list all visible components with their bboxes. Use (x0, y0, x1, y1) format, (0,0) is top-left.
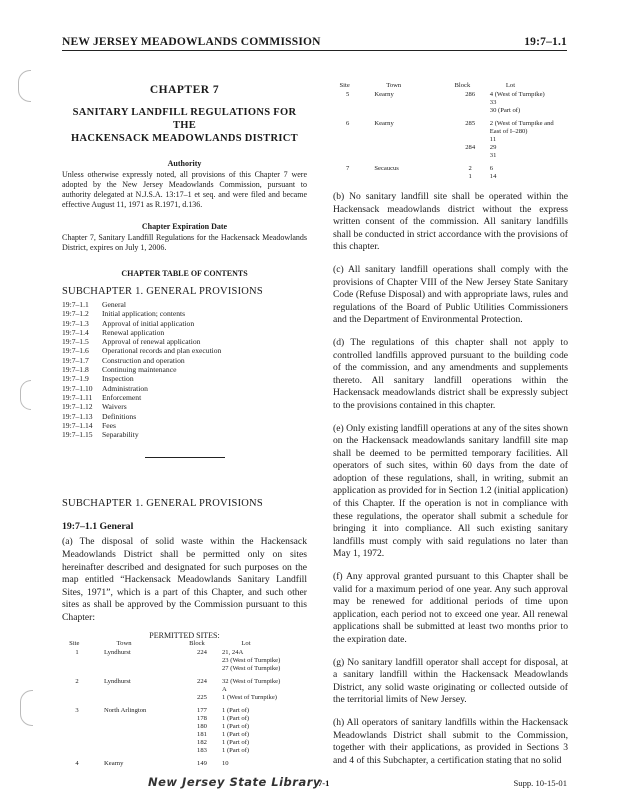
table-cell-block: 1 (468, 173, 472, 180)
toc-item (62, 309, 307, 318)
table-cell-lot: 23 (West of Turnpike) (222, 656, 281, 664)
table-cell-site (62, 723, 92, 731)
table-cell-town (92, 686, 182, 694)
toc-item-title: Continuing maintenance (102, 365, 177, 375)
paragraph-e: (e) Only existing landfill operations at any of the sites shown on the Hackensack meadowlands sanitary landfill site map shall be deemed to be permitted temporary facilities. All operators of such sites, within 60 days from the date of adoption of these regulations, shall, in writing, submit an application as provided for in Section 1.2 (initial application) of this Chapter. If the operation is not in compliance with these regulations, the operator shall submit a schedule for bringing it into compliance. All such existing sanitary landfills must comply with said regulations no later than May 1, 1972. (333, 422, 568, 560)
toc-item-title: Renewal application (102, 327, 165, 337)
table-cell-site (333, 173, 362, 181)
paragraph-g: (g) No sanitary landfill operator shall accept for disposal, at a sanitary landfill within the Hackensack Meadowlands District, any solid waste originating or collected outside of the territorial limits of New Jersey. (333, 656, 568, 706)
sites-continued-table (333, 82, 568, 181)
table-row (333, 120, 568, 128)
table-cell-block (182, 657, 222, 665)
table-cell-site (62, 686, 92, 694)
table-cell-lot: 1 (Part of) (222, 738, 250, 746)
table-header-cell: Site (69, 639, 80, 647)
table-cell-site: 4 (75, 759, 79, 767)
toc-item-title: General (102, 300, 127, 309)
toc-item (62, 393, 307, 402)
table-cell-town (92, 657, 182, 665)
table-cell-block: 284 (465, 144, 476, 151)
table-row (333, 107, 568, 115)
toc-item (62, 374, 307, 383)
paragraph-d: (d) The regulations of this chapter shall not apply to controlled landfills approved pursuant to the building code of the commission, and any amendments and supplements thereto. All sanitary landfill operations within the Hackensack meadowlands district shall be expressly subject to the provisions contained in this chapter. (333, 336, 568, 411)
toc-item-number: 19:7–1.14 (62, 420, 93, 430)
table-row (62, 657, 307, 665)
table-cell-block (451, 99, 490, 107)
toc-item-number: 19:7–1.3 (62, 318, 89, 328)
expiration-text: Chapter 7, Sanitary Landfill Regulations for the Hackensack Meadowlands District, expires on July 1, 2006. (62, 233, 307, 252)
toc-item-title: Inspection (102, 374, 134, 384)
table-cell-lot: 10 (222, 759, 229, 767)
table-header-cell: Site (339, 82, 350, 89)
table-cell-site: 6 (346, 120, 350, 127)
table-cell-block (451, 136, 490, 144)
toc-item (62, 300, 307, 309)
table-cell-lot: 1 (Part of) (222, 730, 250, 738)
table-cell-block: 285 (465, 120, 476, 127)
table-cell-site (62, 739, 92, 747)
chapter-title-line-2: HACKENSACK MEADOWLANDS DISTRICT (71, 133, 298, 144)
table-cell-lot: East of I–280) (489, 128, 528, 135)
table-cell-site (62, 747, 92, 755)
paragraph-b: (b) No sanitary landfill site shall be operated within the Hackensack meadowlands district without the express written consent of the commission. All sanitary landfills shall be conducted in strict accordance with the provisions of this chapter. (333, 191, 568, 253)
toc-item-title: Operational records and plan execution (102, 346, 222, 356)
table-cell-lot: 29 (489, 144, 497, 151)
table-cell-site (333, 99, 362, 107)
toc-item-title: Fees (102, 420, 116, 430)
table-cell-block: 183 (197, 746, 207, 754)
table-cell-site (62, 665, 92, 673)
toc-item (62, 328, 307, 337)
toc-heading: CHAPTER TABLE OF CONTENTS (121, 269, 248, 278)
toc-item-number: 19:7–1.7 (62, 355, 89, 365)
table-cell-block: 225 (197, 693, 207, 701)
toc-item (62, 384, 307, 393)
expiration-heading: Chapter Expiration Date (141, 222, 228, 231)
table-cell-town: Kearny (374, 91, 394, 98)
header-section-number: 19:7–1.1 (524, 36, 567, 48)
paragraph-h: (h) All operators of sanitary landfills within the Hackensack Meadowlands District shall submit to the Commission, together with their applications, as provided in Sections 3 and 4 of this Subchapter, a certification stating that no solid (333, 716, 568, 766)
table-row (62, 678, 307, 686)
authority-heading: Authority (167, 159, 202, 168)
table-header-cell: Block (454, 82, 471, 89)
table-cell-lot: 11 (489, 136, 497, 143)
table-cell-town (362, 136, 450, 144)
toc-item (62, 319, 307, 328)
right-column (333, 76, 568, 767)
toc-item (62, 356, 307, 365)
table-header-cell: Lot (505, 82, 516, 89)
margin-mark (20, 690, 33, 726)
toc-item (62, 430, 307, 439)
library-stamp: New Jersey State Library (148, 775, 321, 789)
table-cell-block: 178 (197, 714, 207, 722)
table-cell-lot: 1 (Part of) (222, 714, 250, 722)
table-row (62, 686, 307, 694)
table-row (333, 173, 568, 181)
permitted-sites-table (62, 640, 307, 768)
table-cell-lot: 1 (Part of) (222, 746, 250, 754)
table-row (62, 739, 307, 747)
table-cell-block: 149 (197, 759, 207, 767)
margin-mark (18, 70, 31, 102)
table-cell-block (451, 128, 490, 136)
toc-item-number: 19:7–1.15 (62, 430, 93, 440)
table-cell-lot: 4 (West of Turnpike) (489, 91, 545, 98)
table-cell-block: 182 (197, 738, 207, 746)
supplement-date: Supp. 10-15-01 (513, 778, 567, 788)
table-row (62, 747, 307, 755)
table-cell-lot: 1 (West of Turnpike) (222, 693, 277, 701)
table-row (333, 128, 568, 136)
table-cell-lot: 33 (489, 99, 497, 106)
toc-item-number: 19:7–1.11 (62, 392, 93, 402)
table-cell-block: 2 (468, 165, 472, 172)
table-cell-town (362, 128, 450, 136)
table-row (333, 165, 568, 173)
table-cell-town: Kearny (374, 120, 394, 127)
table-row (62, 723, 307, 731)
authority-text: Unless otherwise expressly noted, all provisions of this Chapter 7 were adopted by the New Jersey Meadowlands Commission, pursuant to authority delegated at N.J.S.A. 13:17–1 et seq. and were filed and became effective August 11, 1971 as R.1971, d.136. (62, 170, 307, 209)
table-header-row (333, 82, 568, 90)
table-cell-block (451, 107, 490, 115)
table-cell-block: 224 (197, 677, 207, 685)
running-header (62, 36, 567, 51)
permitted-sites-caption: PERMITTED SITES: (149, 630, 220, 640)
toc-item-title: Separability (102, 430, 139, 440)
table-cell-lot: 27 (West of Turnpike) (222, 664, 281, 672)
toc-item-number: 19:7–1.10 (62, 383, 93, 393)
table-cell-lot: A (222, 685, 227, 693)
table-cell-block: 224 (197, 648, 207, 656)
toc-item (62, 412, 307, 421)
chapter-number: CHAPTER 7 (149, 84, 220, 96)
toc-subchapter: SUBCHAPTER 1. GENERAL PROVISIONS (62, 286, 263, 297)
table-cell-site (62, 657, 92, 665)
table-row (333, 136, 568, 144)
table-header-cell: Block (189, 639, 205, 647)
table-header-row (62, 640, 307, 648)
header-title: NEW JERSEY MEADOWLANDS COMMISSION (62, 36, 321, 48)
table-cell-lot: 6 (489, 165, 494, 172)
table-row (333, 99, 568, 107)
table-row (62, 731, 307, 739)
table-cell-block: 180 (197, 722, 207, 730)
table-row (333, 152, 568, 160)
table-cell-site: 1 (75, 648, 79, 656)
toc-item-number: 19:7–1.8 (62, 365, 89, 375)
table-cell-town (92, 694, 182, 702)
table-cell-site (333, 128, 362, 136)
table-cell-lot: 32 (West of Turnpike) (222, 677, 281, 685)
table-cell-site: 5 (346, 91, 350, 98)
toc-item (62, 421, 307, 430)
toc-item-title: Definitions (102, 411, 137, 421)
table-cell-town (362, 107, 450, 115)
toc-item (62, 346, 307, 355)
table-cell-town (362, 152, 450, 160)
table-row (333, 144, 568, 152)
toc-list (62, 300, 307, 439)
table-row (62, 760, 307, 768)
table-cell-town (92, 715, 182, 723)
toc-item-number: 19:7–1.4 (62, 327, 89, 337)
table-cell-town (92, 747, 182, 755)
table-cell-town (92, 723, 182, 731)
table-cell-block (182, 665, 222, 673)
table-row (62, 715, 307, 723)
table-cell-town (92, 731, 182, 739)
table-cell-lot: 1 (Part of) (222, 706, 250, 714)
table-cell-lot: 14 (489, 173, 497, 180)
table-cell-town: Kearny (104, 759, 124, 767)
section-heading: 19:7–1.1 General (62, 521, 134, 533)
table-row (333, 91, 568, 99)
table-cell-lot: 30 (Part of) (489, 107, 521, 114)
toc-item-number: 19:7–1.6 (62, 346, 89, 356)
toc-item (62, 337, 307, 346)
table-cell-site (333, 107, 362, 115)
table-cell-block (451, 152, 490, 160)
toc-item-title: Waivers (102, 402, 127, 412)
table-cell-site: 2 (75, 677, 79, 685)
table-cell-site (62, 731, 92, 739)
toc-item (62, 365, 307, 374)
table-header-cell: Town (386, 82, 402, 89)
table-cell-town (362, 99, 450, 107)
table-row (62, 665, 307, 673)
toc-item-title: Approval of renewal application (102, 337, 201, 347)
table-header-cell: Town (116, 639, 132, 647)
chapter-title (62, 106, 307, 145)
paragraph-c: (c) All sanitary landfill operations shall comply with the provisions of Chapter VIII of the New Jersey State Sanitary Code (Refuse Disposal) and with appropriate laws, rules and regulations of the Board of Public Utilities Commissioners and the Department of Environmental Protection. (333, 263, 568, 326)
table-cell-lot: 21, 24A (222, 648, 244, 656)
table-row (62, 694, 307, 702)
table-cell-lot: 31 (489, 152, 497, 159)
table-row (62, 707, 307, 715)
toc-item-number: 19:7–1.1 (62, 300, 89, 309)
section-divider (145, 457, 225, 458)
toc-item-number: 19:7–1.9 (62, 374, 89, 384)
toc-item-title: Approval of initial application (102, 318, 195, 328)
table-cell-town: Lyndhurst (104, 677, 131, 685)
toc-item-number: 19:7–1.12 (62, 402, 93, 412)
table-cell-site (333, 152, 362, 160)
table-cell-town (92, 665, 182, 673)
toc-item (62, 402, 307, 411)
table-cell-town: Lyndhurst (104, 648, 131, 656)
paragraph-f: (f) Any approval granted pursuant to this Chapter shall be valid for a maximum period of one year. Any such approval may be renewed for additional periods of time upon application, each period not to exceed one year. All renewal applications shall be submitted at least two months prior to the expiration date. (333, 571, 568, 645)
toc-item-number: 19:7–1.2 (62, 309, 89, 319)
table-cell-block: 177 (197, 706, 207, 714)
table-cell-town: North Arlington (104, 706, 147, 714)
table-header-cell: Lot (241, 639, 251, 647)
table-row (62, 649, 307, 657)
chapter-title-line-1: SANITARY LANDFILL REGULATIONS FOR THE (72, 107, 297, 131)
table-cell-town (362, 173, 450, 181)
margin-mark (20, 380, 31, 410)
table-cell-block (182, 686, 222, 694)
table-cell-site: 3 (75, 706, 79, 714)
table-cell-site (333, 144, 362, 152)
table-cell-block: 181 (197, 730, 207, 738)
table-cell-site (62, 694, 92, 702)
table-cell-block: 286 (465, 91, 476, 98)
toc-item-number: 19:7–1.13 (62, 411, 93, 421)
table-cell-town (92, 739, 182, 747)
table-cell-site (333, 136, 362, 144)
table-cell-town (362, 144, 450, 152)
page-number: 7-1 (318, 778, 330, 788)
subchapter-heading: SUBCHAPTER 1. GENERAL PROVISIONS (62, 498, 263, 510)
table-cell-town: Secaucus (374, 165, 399, 172)
toc-item-number: 19:7–1.5 (62, 337, 89, 347)
paragraph-a: (a) The disposal of solid waste within the Hackensack Meadowlands District shall be permitted only on sites hereinafter described and designated for such purposes on the map entitled “Hackensack Meadowlands Sanitary Landfill Sites, 1971”, which is a part of this Chapter, and such other sites as shall be approved by the Commission pursuant to this Chapter: (62, 536, 307, 624)
toc-item-title: Initial application; contents (102, 309, 186, 319)
toc-item-title: Administration (102, 383, 148, 393)
table-cell-lot: 1 (Part of) (222, 722, 250, 730)
table-cell-site: 7 (346, 165, 350, 172)
table-cell-lot: 2 (West of Turnpike and (489, 120, 554, 127)
toc-item-title: Enforcement (102, 392, 142, 402)
table-cell-site (62, 715, 92, 723)
toc-item-title: Construction and operation (102, 355, 185, 365)
left-column (62, 76, 307, 768)
